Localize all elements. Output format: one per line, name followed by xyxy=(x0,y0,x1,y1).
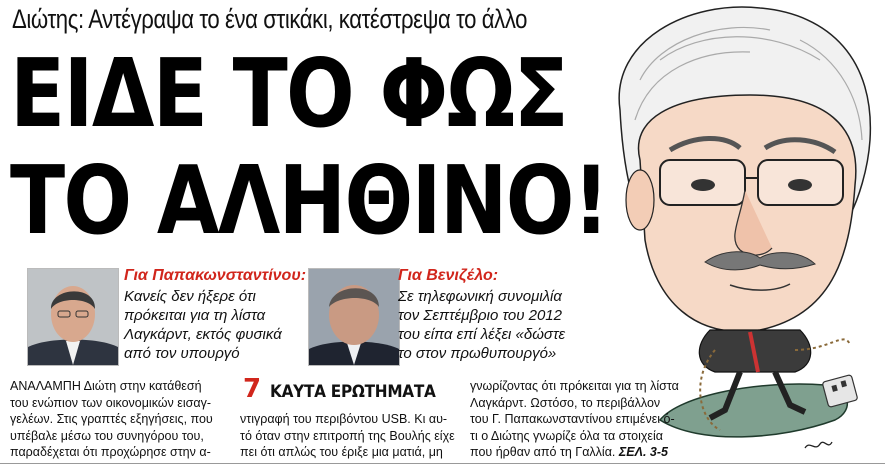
quote-1-body xyxy=(124,287,282,363)
column-line: Λαγκάρντ. Ωστόσο, το περιβάλλον xyxy=(470,395,661,410)
quote-2-body xyxy=(398,287,565,363)
column-line: ΑΝΑΛΑΜΠΗ Διώτη στην κατάθεσή xyxy=(10,379,202,393)
quote-1-line: Λαγκάρντ, εκτός φυσικά xyxy=(124,326,282,343)
questions-label: ΚΑΥΤΑ ΕΡΩΤΗΜΑΤΑ xyxy=(269,382,436,402)
article-column-2 xyxy=(240,411,465,461)
column-line: που ήρθαν από τη Γαλλία. xyxy=(470,445,616,459)
quote-2-line: Σε τηλεφωνική συνομιλία xyxy=(398,288,562,305)
portrait-venizelos xyxy=(308,268,400,366)
column-line: πει ότι απλώς του έριξε μια ματιά, μη xyxy=(240,445,443,459)
column-line: παραδέχεται ότι προχώρησε στην α- xyxy=(10,445,211,459)
column-line: υπέβαλε μέσω του συνηγόρου του, xyxy=(10,428,204,443)
quote-1-line: Κανείς δεν ήξερε ότι xyxy=(124,288,256,305)
quote-1-heading: Για Παπακωνσταντίνου: xyxy=(124,267,307,284)
article-column-3 xyxy=(470,378,685,461)
column-line: γνωρίζοντας ότι πρόκειται για τη λίστα xyxy=(470,379,679,393)
column-line: τό όταν στην επιτροπή της Βουλής είχε xyxy=(240,428,455,443)
quote-2-heading: Για Βενιζέλο: xyxy=(398,267,499,284)
column-last-line xyxy=(470,444,685,461)
column-line: του ενώπιον των οικονομικών εισαγ- xyxy=(10,395,211,410)
kicker: Διώτης: Αντέγραψα το ένα στικάκι, κατέστρεψα το άλλο xyxy=(12,4,528,34)
quote-2-line: τον Σεπτέμβριο του 2012 xyxy=(398,307,562,324)
column-line: του Γ. Παπακωνσταντίνου επιμένει ό- xyxy=(470,412,675,426)
headline-line-1: ΕΙΔΕ ΤΟ ΦΩΣ xyxy=(10,40,567,149)
quote-2-line: το στον πρωθυπουργό» xyxy=(398,345,557,362)
bottom-divider xyxy=(0,463,885,464)
quote-2-line: του είπα επί λέξει «δώστε xyxy=(398,326,566,343)
column-line: γελέων. Στις γραπτές εξηγήσεις, που xyxy=(10,412,213,426)
headline-line-2: ΤΟ ΑΛΗΘΙΝΟ! xyxy=(10,147,608,256)
column-line: ντιγραφή του περιβόντου USB. Κι αυ- xyxy=(240,412,448,426)
page-reference[interactable]: ΣΕΛ. 3-5 xyxy=(618,445,668,459)
seven-questions-box xyxy=(243,374,454,404)
quote-1-line: πρόκειται για τη λίστα xyxy=(124,307,266,324)
column-line: τι ο Διώτης γνωρίζε όλα τα στοιχεία xyxy=(470,428,663,443)
questions-count: 7 xyxy=(243,374,262,404)
article-column-1 xyxy=(10,378,235,461)
quote-1-line: από τον υπουργό xyxy=(124,345,240,362)
portrait-papakonstantinou xyxy=(27,268,119,366)
